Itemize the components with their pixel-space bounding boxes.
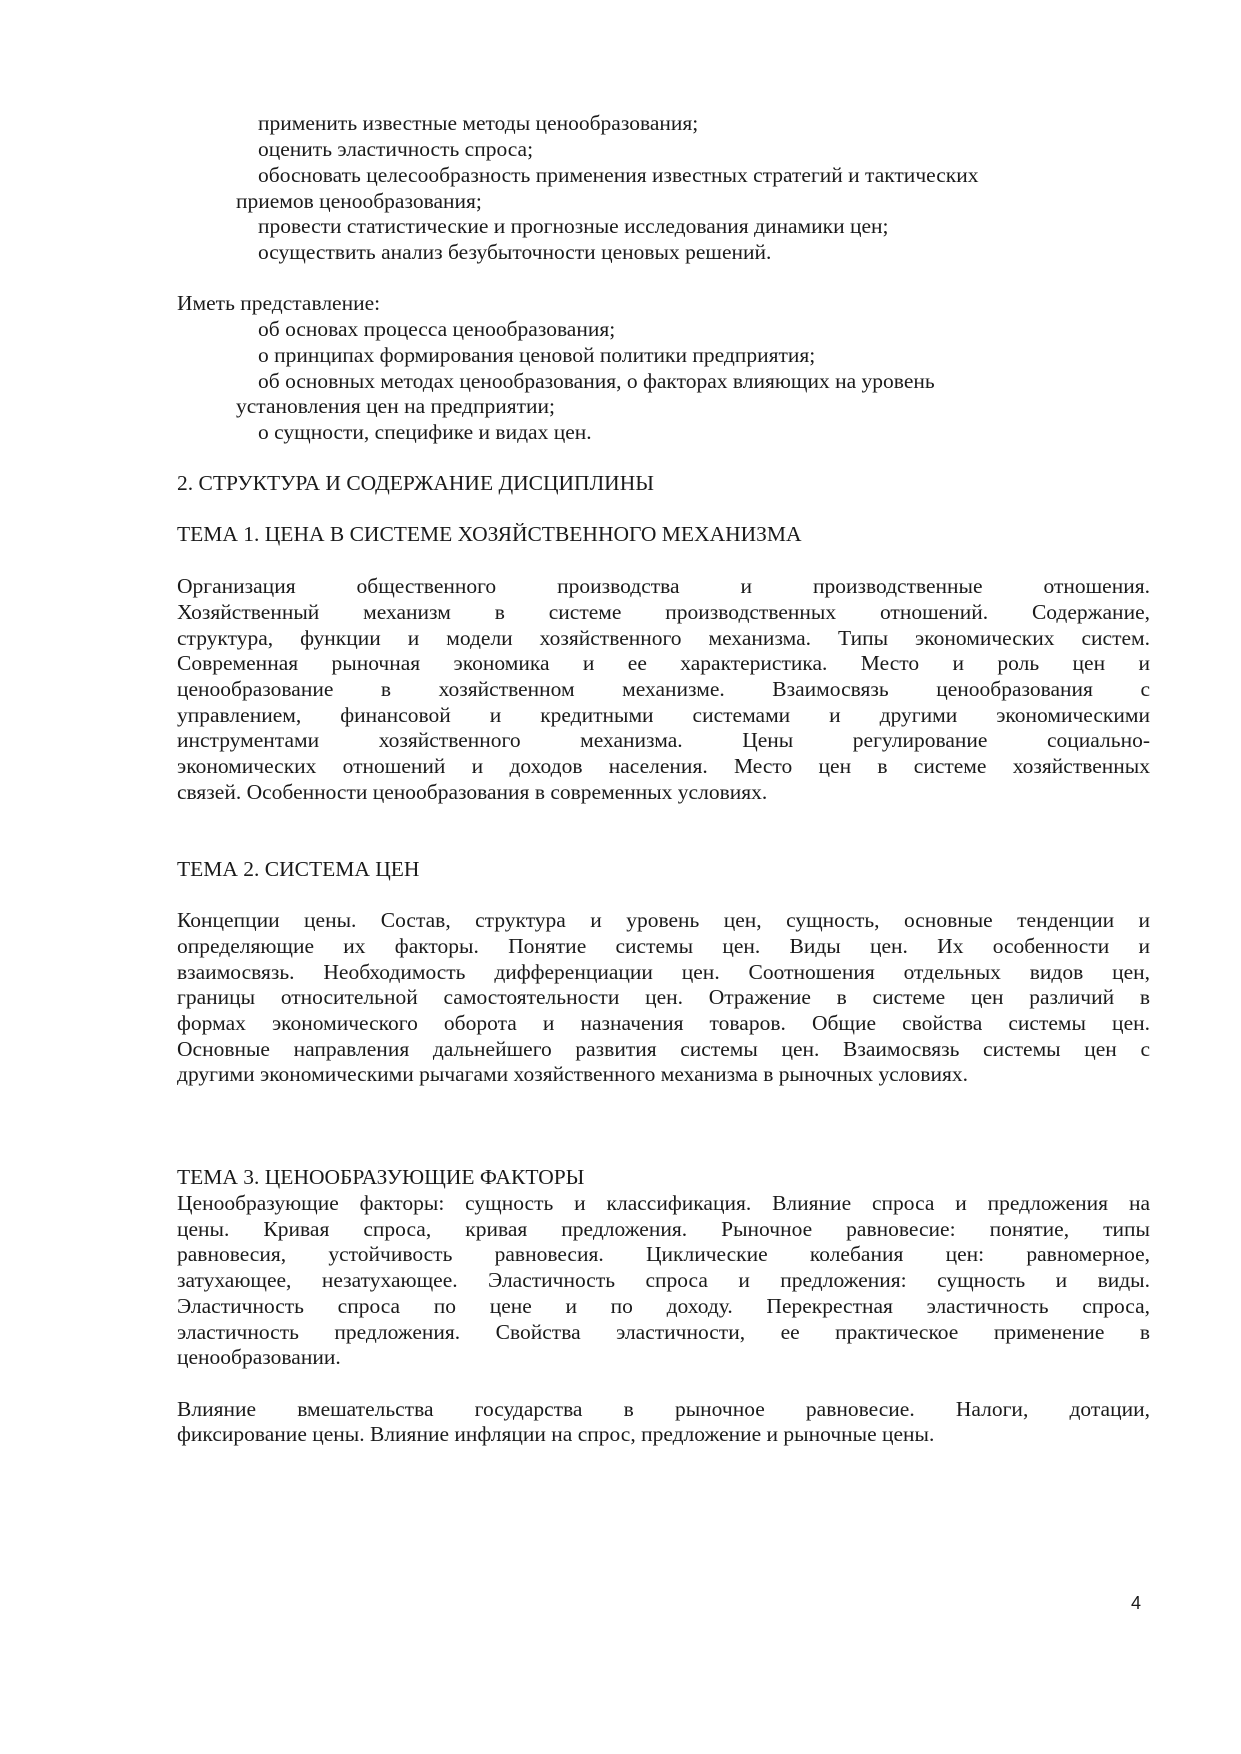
topic-1-paragraph-line: структура, функции и модели хозяйственного механизма. Типы экономических систем. bbox=[177, 626, 1150, 650]
topic-2-paragraph-line: границы относительной самостоятельности цен. Отражение в системе цен различий в bbox=[177, 985, 1150, 1009]
topic-1-paragraph-line: Организация общественного производства и производственные отношения. bbox=[177, 574, 1150, 598]
topic-3-paragraph-2-line: фиксирование цены. Влияние инфляции на спрос, предложение и рыночные цены. bbox=[177, 1422, 935, 1446]
topic-3-paragraph-line: эластичность предложения. Свойства эластичности, ее практическое применение в bbox=[177, 1320, 1150, 1344]
skills-item: провести статистические и прогнозные исследования динамики цен; bbox=[258, 214, 889, 238]
topic-2-paragraph-line: взаимосвязь. Необходимость дифференциации цен. Соотношения отдельных видов цен, bbox=[177, 960, 1150, 984]
representation-item: о сущности, специфике и видах цен. bbox=[258, 420, 592, 444]
topic-1-paragraph-line: Хозяйственный механизм в системе производственных отношений. Содержание, bbox=[177, 600, 1150, 624]
topic-2-paragraph-line: формах экономического оборота и назначения товаров. Общие свойства системы цен. bbox=[177, 1011, 1150, 1035]
topic-3-paragraph-line: цены. Кривая спроса, кривая предложения. Рыночное равновесие: понятие, типы bbox=[177, 1217, 1150, 1241]
representation-heading: Иметь представление: bbox=[177, 291, 381, 315]
topic-2-paragraph-line: Основные направления дальнейшего развития системы цен. Взаимосвязь системы цен с bbox=[177, 1037, 1150, 1061]
skills-item: осуществить анализ безубыточности ценовых решений. bbox=[258, 240, 772, 264]
representation-item: о принципах формирования ценовой политики предприятия; bbox=[258, 343, 816, 367]
representation-item-continuation: установления цен на предприятии; bbox=[236, 394, 556, 418]
topic-1-paragraph-line: ценообразование в хозяйственном механизме. Взаимосвязь ценообразования с bbox=[177, 677, 1150, 701]
topic-1-paragraph-line: инструментами хозяйственного механизма. Цены регулирование социально- bbox=[177, 728, 1150, 752]
topic-2-paragraph-line: Концепции цены. Состав, структура и уровень цен, сущность, основные тенденции и bbox=[177, 908, 1150, 932]
topic-3-paragraph-line: равновесия, устойчивость равновесия. Циклические колебания цен: равномерное, bbox=[177, 1242, 1150, 1266]
topic-1-heading: ТЕМА 1. ЦЕНА В СИСТЕМЕ ХОЗЯЙСТВЕННОГО МЕХАНИЗМА bbox=[177, 522, 802, 546]
topic-1-paragraph-line: управлением, финансовой и кредитными системами и другими экономическими bbox=[177, 703, 1150, 727]
topic-3-heading: ТЕМА 3. ЦЕНООБРАЗУЮЩИЕ ФАКТОРЫ bbox=[177, 1165, 585, 1189]
skills-item: оценить эластичность спроса; bbox=[258, 137, 534, 161]
topic-2-paragraph-line: другими экономическими рычагами хозяйственного механизма в рыночных условиях. bbox=[177, 1062, 968, 1086]
skills-item: применить известные методы ценообразования; bbox=[258, 111, 699, 135]
topic-2-paragraph-line: определяющие их факторы. Понятие системы цен. Виды цен. Их особенности и bbox=[177, 934, 1150, 958]
topic-1-paragraph-line: связей. Особенности ценообразования в современных условиях. bbox=[177, 780, 768, 804]
section-heading: 2. СТРУКТУРА И СОДЕРЖАНИЕ ДИСЦИПЛИНЫ bbox=[177, 471, 654, 495]
topic-1-paragraph-line: экономических отношений и доходов населения. Место цен в системе хозяйственных bbox=[177, 754, 1150, 778]
skills-item-continuation: приемов ценообразования; bbox=[236, 189, 482, 213]
skills-item: обосновать целесообразность применения известных стратегий и тактических bbox=[258, 163, 979, 187]
topic-3-paragraph-line: Ценообразующие факторы: сущность и классификация. Влияние спроса и предложения на bbox=[177, 1191, 1150, 1215]
topic-1-paragraph-line: Современная рыночная экономика и ее характеристика. Место и роль цен и bbox=[177, 651, 1150, 675]
topic-3-paragraph-line: Эластичность спроса по цене и по доходу. Перекрестная эластичность спроса, bbox=[177, 1294, 1150, 1318]
topic-2-heading: ТЕМА 2. СИСТЕМА ЦЕН bbox=[177, 857, 420, 881]
topic-3-paragraph-line: затухающее, незатухающее. Эластичность спроса и предложения: сущность и виды. bbox=[177, 1268, 1150, 1292]
topic-3-paragraph-2-line: Влияние вмешательства государства в рыночное равновесие. Налоги, дотации, bbox=[177, 1397, 1150, 1421]
representation-item: об основных методах ценообразования, о факторах влияющих на уровень bbox=[258, 369, 935, 393]
topic-3-paragraph-line: ценообразовании. bbox=[177, 1345, 341, 1369]
representation-item: об основах процесса ценообразования; bbox=[258, 317, 616, 341]
page-number: 4 bbox=[1131, 1593, 1142, 1613]
